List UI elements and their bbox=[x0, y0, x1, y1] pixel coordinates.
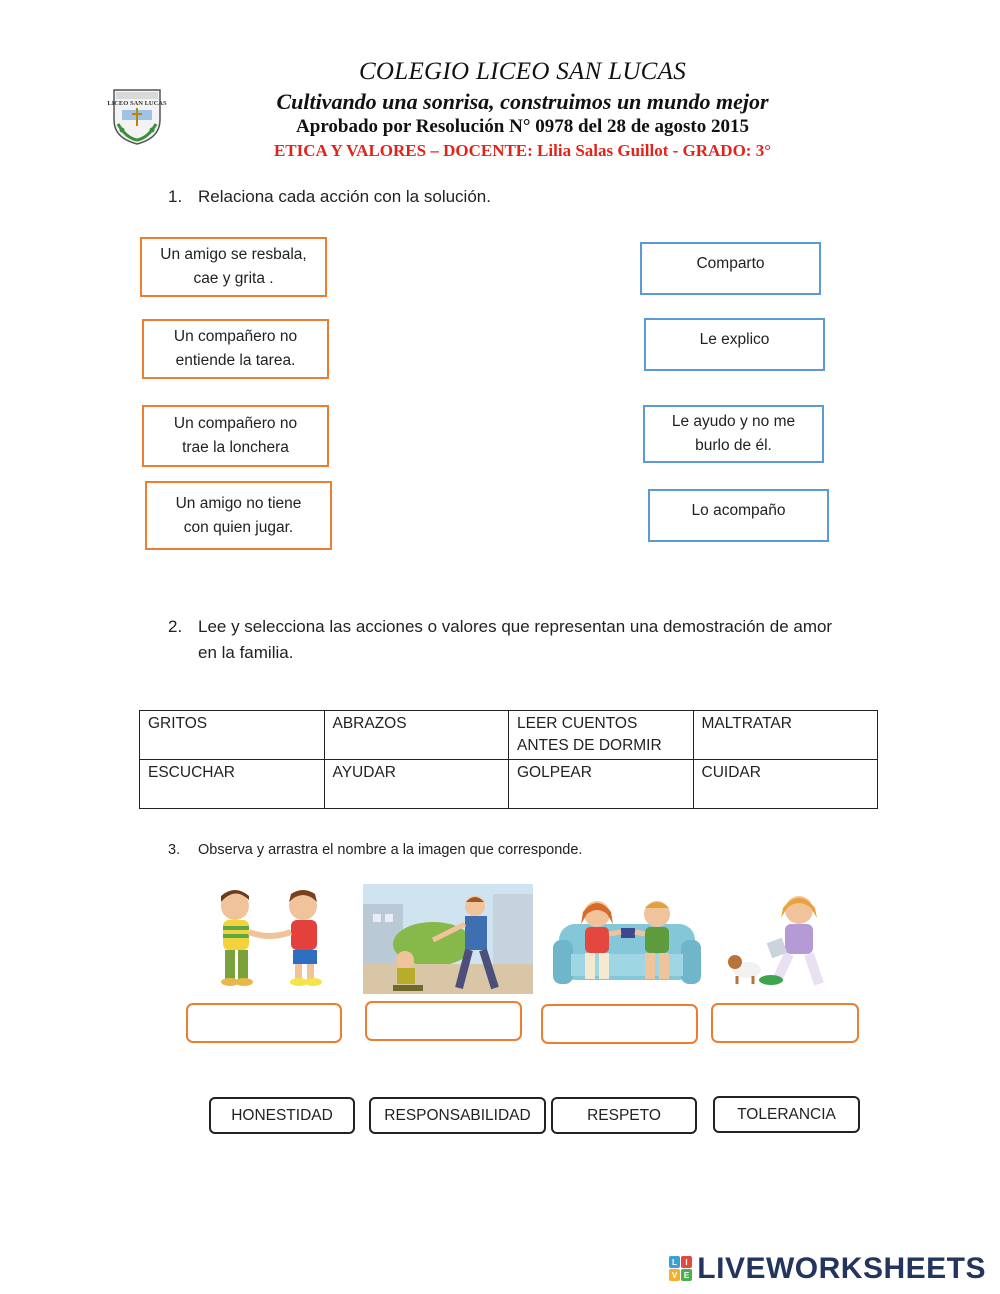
action-1-line2: cae y grita . bbox=[193, 270, 274, 287]
word-respeto[interactable]: RESPETO bbox=[551, 1097, 697, 1134]
svg-text:E: E bbox=[684, 1271, 690, 1280]
drop-target-3[interactable] bbox=[541, 1004, 698, 1044]
table-cell[interactable]: AYUDAR bbox=[324, 760, 509, 809]
svg-text:LICEO SAN LUCAS: LICEO SAN LUCAS bbox=[107, 100, 167, 107]
resolution-line: Aprobado por Resolución N° 0978 del 28 de agosto 2015 bbox=[296, 116, 749, 137]
table-row bbox=[140, 711, 878, 760]
action-box-4[interactable] bbox=[145, 481, 332, 550]
action-box-1[interactable] bbox=[140, 237, 327, 297]
table-cell[interactable]: LEER CUENTOS ANTES DE DORMIR bbox=[509, 711, 694, 760]
table-cell[interactable]: CUIDAR bbox=[693, 760, 878, 809]
image-kids-fighting-sofa bbox=[553, 884, 701, 994]
subject-line: ETICA Y VALORES – DOCENTE: Lilia Salas Guillot - GRADO: 3° bbox=[273, 141, 772, 160]
liveworksheets-logo-icon bbox=[669, 1256, 693, 1282]
liveworksheets-brand bbox=[669, 1252, 986, 1286]
solution-3-line1: Le ayudo y no me bbox=[671, 413, 796, 430]
solution-box-1[interactable] bbox=[640, 242, 821, 295]
q3-text: Observa y arrastra el nombre a la imagen que corresponde. bbox=[198, 842, 583, 858]
q1-prompt bbox=[168, 184, 491, 210]
solution-box-3[interactable] bbox=[643, 405, 824, 463]
school-name: COLEGIO LICEO SAN LUCAS bbox=[358, 58, 687, 85]
drop-target-1[interactable] bbox=[186, 1003, 342, 1043]
solution-3-line2: burlo de él. bbox=[695, 437, 772, 454]
svg-text:I: I bbox=[685, 1258, 688, 1267]
q2-prompt bbox=[168, 614, 888, 666]
solution-1-text: Comparto bbox=[696, 255, 765, 272]
school-motto: Cultivando una sonrisa, construimos un mundo mejor bbox=[276, 89, 769, 114]
svg-text:L: L bbox=[672, 1258, 678, 1267]
solution-2-text: Le explico bbox=[699, 331, 770, 348]
action-2-line1: Un compañero no bbox=[173, 328, 298, 345]
action-box-3[interactable] bbox=[142, 405, 329, 467]
q1-text: Relaciona cada acción con la solución. bbox=[198, 187, 491, 206]
action-box-2[interactable] bbox=[142, 319, 329, 379]
q2-number: 2. bbox=[168, 617, 183, 636]
brand-name: LIVEWORKSHEETS bbox=[697, 1252, 986, 1285]
q1-number: 1. bbox=[168, 187, 183, 206]
word-tolerancia[interactable]: TOLERANCIA bbox=[713, 1096, 860, 1133]
table-cell[interactable]: GOLPEAR bbox=[509, 760, 694, 809]
values-table bbox=[139, 710, 878, 809]
svg-text:V: V bbox=[672, 1271, 678, 1280]
drop-target-2[interactable] bbox=[365, 1001, 522, 1041]
word-honestidad[interactable]: HONESTIDAD bbox=[209, 1097, 355, 1134]
q3-prompt bbox=[168, 842, 582, 858]
solution-box-4[interactable] bbox=[648, 489, 829, 542]
q2-text-line2: en la familia. bbox=[198, 643, 294, 662]
table-cell[interactable]: GRITOS bbox=[140, 711, 325, 760]
word-responsabilidad[interactable]: RESPONSABILIDAD bbox=[369, 1097, 546, 1134]
action-1-line1: Un amigo se resbala, bbox=[160, 246, 307, 263]
action-4-line2: con quien jugar. bbox=[183, 518, 294, 536]
action-2-line2: entiende la tarea. bbox=[175, 352, 296, 369]
image-boy-helping-fallen bbox=[363, 884, 533, 994]
q2-text-line1: Lee y selecciona las acciones o valores que representan una demostración de amor bbox=[198, 617, 833, 636]
table-row bbox=[140, 760, 878, 809]
solution-box-2[interactable] bbox=[644, 318, 825, 371]
image-girl-feeding-dog bbox=[719, 884, 837, 994]
image-kids-handshake bbox=[195, 884, 345, 994]
table-cell[interactable]: MALTRATAR bbox=[693, 711, 878, 760]
table-cell[interactable]: ESCUCHAR bbox=[140, 760, 325, 809]
solution-4-text: Lo acompaño bbox=[691, 502, 786, 519]
action-4-line1: Un amigo no tiene bbox=[175, 494, 302, 512]
q3-number: 3. bbox=[168, 842, 181, 858]
table-cell[interactable]: ABRAZOS bbox=[324, 711, 509, 760]
action-3-line2: trae la lonchera bbox=[182, 439, 289, 456]
drop-target-4[interactable] bbox=[711, 1003, 859, 1043]
action-3-line1: Un compañero no bbox=[173, 415, 298, 432]
